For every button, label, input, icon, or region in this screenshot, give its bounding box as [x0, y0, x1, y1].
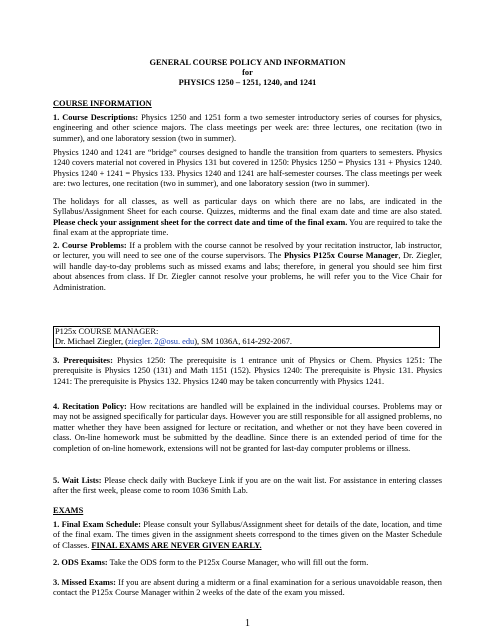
para-head: 2. Course Problems:	[53, 241, 127, 250]
para-body: If a problem with the course cannot be resolved by your recitation instructor, lab instructor, or lecturer, you will need to see one of the course supervisors. The	[53, 241, 443, 261]
paragraph-course-problems	[53, 241, 442, 293]
title-line-1: GENERAL COURSE POLICY AND INFORMATION	[149, 58, 346, 67]
para-body: Physics 1250: The prerequisite is 1 entrance unit of Physics or Chem. Physics 1251: The prerequisite is Physics 1250 (131) and Math 1151 (152). Physics 1240: The prerequisite is Physic 131. Physics 1241: The prerequisite is Physics 132. Physics 1240 may be taken concurrently with Physics 1241.	[53, 356, 442, 386]
para-emphasis: FINAL EXAMS ARE NEVER GIVEN EARLY.	[91, 540, 262, 550]
page-number: 1	[245, 618, 250, 629]
para-head: 1. Course Descriptions:	[53, 113, 139, 122]
course-manager-box	[53, 326, 440, 348]
paragraph-wait-lists	[53, 476, 442, 497]
para-tail: You are required to take the final exam at the appropriate time.	[53, 217, 442, 238]
para-head: 2. ODS Exams:	[53, 558, 108, 567]
box-contact	[55, 337, 438, 347]
para-body: If you are absent during a midterm or a final examination for a serious unavoidable reason, then contact the P125x Course Manager within 2 weeks of the date of the exam you missed.	[53, 578, 442, 598]
email-link[interactable]: ziegler. 2@osu. edu	[127, 337, 195, 347]
para-head: 5. Wait Lists:	[53, 476, 102, 485]
para-head: 3. Prerequisites:	[53, 356, 113, 365]
box-contact-room: ), SM 1036A, 614-292-2067.	[194, 337, 292, 347]
para-emphasis: Please check your assignment sheet for the correct date and time of the final exam.	[53, 217, 348, 227]
para-head: 1. Final Exam Schedule:	[53, 520, 141, 529]
para-body: Physics 1250 and 1251 form a two semester introductory series of courses for physics, engineering and other science majors. The class meetings per week are: three lectures, one recitation (two in summer), and one laboratory session (two in summer).	[53, 113, 442, 143]
para-emphasis: Physics P125x Course Manager	[283, 251, 399, 261]
box-title: P125x COURSE MANAGER:	[55, 327, 159, 336]
para-head: 4. Recitation Policy:	[53, 402, 127, 411]
title-line-2: for	[242, 68, 253, 77]
para-body-2: , Dr. Ziegler, will handle day-to-day problems such as missed exams and labs; therefore, in general you should see him first about absences from class. If Dr. Ziegler cannot resolve your problems, he will refer you to the Vice Chair for Administration.	[53, 251, 443, 292]
section-heading-course-info: COURSE INFORMATION	[53, 99, 152, 108]
paragraph-final-exam-schedule	[53, 520, 442, 551]
box-contact-name: Dr. Michael Ziegler, (	[55, 337, 128, 347]
paragraph-missed-exams	[53, 578, 442, 599]
paragraph-ods-exams	[53, 558, 442, 568]
para-body: Physics 1240 and 1241 are “bridge” courses designed to handle the transition from quarters to semesters. Physics 1240 covers material not covered in Physics 131 but covered in 1250: Physics 1250 = Physics 131 + Physics 1240. Physics 1240 + 1241 = Physics 133. Physics 1240 and 1241 are half-semester courses. The class meetings per week are: two lectures, one recitation (two in summer), and one laboratory session (two in summer).	[53, 148, 442, 189]
paragraph-holidays	[53, 197, 442, 239]
para-body: Please consult your Syllabus/Assignment sheet for details of the date, location, and time of the final exam. The times given in the assignment sheets correspond to the times given on the Master Schedule of Classes.	[53, 520, 442, 550]
paragraph-prerequisites	[53, 356, 442, 387]
para-head: 3. Missed Exams:	[53, 578, 116, 587]
para-body: Please check daily with Buckeye Link if you are on the wait list. For assistance in entering classes after the first week, please come to room 1036 Smith Lab.	[53, 476, 442, 496]
paragraph-bridge-courses	[53, 148, 442, 190]
para-body: The holidays for all classes, as well as particular days on which there are no labs, are indicated in the Syllabus/Assignment Sheet for each course. Quizzes, midterms and the final exam date and time are also stated.	[53, 197, 442, 217]
section-heading-exams: EXAMS	[53, 506, 84, 515]
title-line-3: PHYSICS 1250 – 1251, 1240, and 1241	[178, 78, 317, 87]
para-body: How recitations are handled will be explained in the individual courses. Problems may or may not be assigned specifically for particular days. However you are still responsible for all assigned problems, no matter whether they have been assigned for lecture or recitation, and whether or not they have been covered in class. On-line homework must be submitted by the deadline. Since there is an extended period of time for the completion of on-line homework, extensions will not be granted for last-day computer problems or illness.	[53, 402, 443, 453]
paragraph-course-descriptions	[53, 113, 442, 144]
para-body: Take the ODS form to the P125x Course Manager, who will fill out the form.	[107, 558, 369, 567]
paragraph-recitation-policy	[53, 402, 442, 454]
